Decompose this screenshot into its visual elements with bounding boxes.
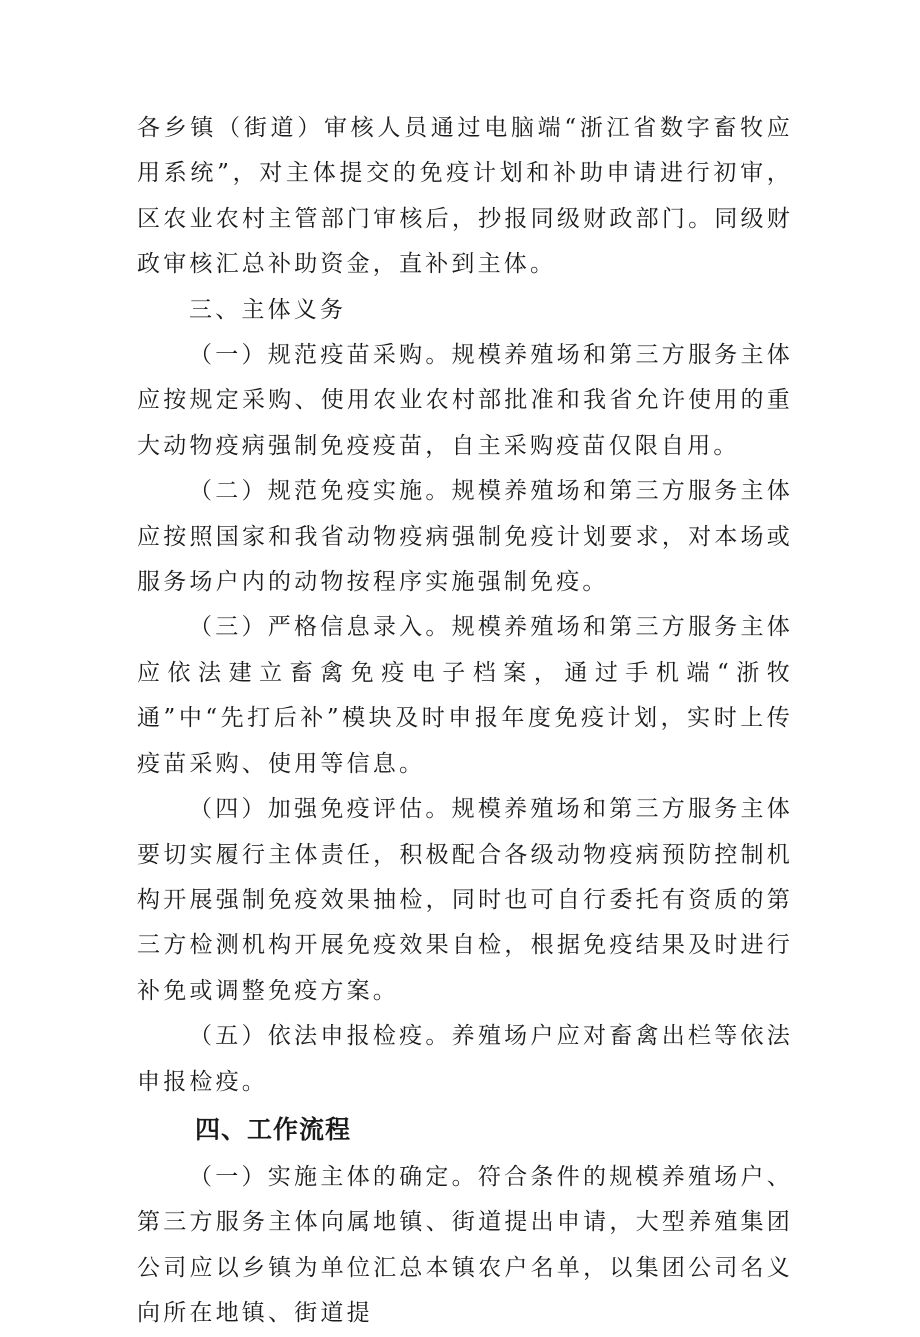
duty-item-2: （二）规范免疫实施。规模养殖场和第三方服务主体应按照国家和我省动物疫病强制免疫计划要求，对本场或服务场户内的动物按程序实施强制免疫。 [137, 478, 793, 596]
section-3-title: 三、主体义务 [189, 296, 347, 323]
intro-paragraph: 各乡镇（街道）审核人员通过电脑端“浙江省数字畜牧应用系统”，对主体提交的免疫计划和补助申请进行初审，区农业农村主管部门审核后，抄报同级财政部门。同级财政审核汇总补助资金，直补到主体。 [137, 115, 793, 278]
duty-item-4: （四）加强免疫评估。规模养殖场和第三方服务主体要切实履行主体责任，积极配合各级动物疫病预防控制机构开展强制免疫效果抽检，同时也可自行委托有资质的第三方检测机构开展免疫效果自检，根据免疫结果及时进行补免或调整免疫方案。 [137, 796, 793, 1004]
duty-item-3: （三）严格信息录入。规模养殖场和第三方服务主体应依法建立畜禽免疫电子档案，通过手机端“浙牧通”中“先打后补”模块及时申报年度免疫计划，实时上传疫苗采购、使用等信息。 [137, 614, 793, 777]
workflow-item-1: （一）实施主体的确定。符合条件的规模养殖场户、第三方服务主体向属地镇、街道提出申请，大型养殖集团公司应以乡镇为单位汇总本镇农户名单，以集团公司名义向所在地镇、街道提 [137, 1163, 793, 1327]
duty-item-1: （一）规范疫苗采购。规模养殖场和第三方服务主体应按规定采购、使用农业农村部批准和我省允许使用的重大动物疫病强制免疫疫苗，自主采购疫苗仅限自用。 [137, 342, 793, 459]
document-page [137, 106, 793, 1337]
duty-item-5: （五）依法申报检疫。养殖场户应对畜禽出栏等依法申报检疫。 [137, 1023, 793, 1095]
section-4-heading: 四、工作流程 [195, 1114, 352, 1144]
